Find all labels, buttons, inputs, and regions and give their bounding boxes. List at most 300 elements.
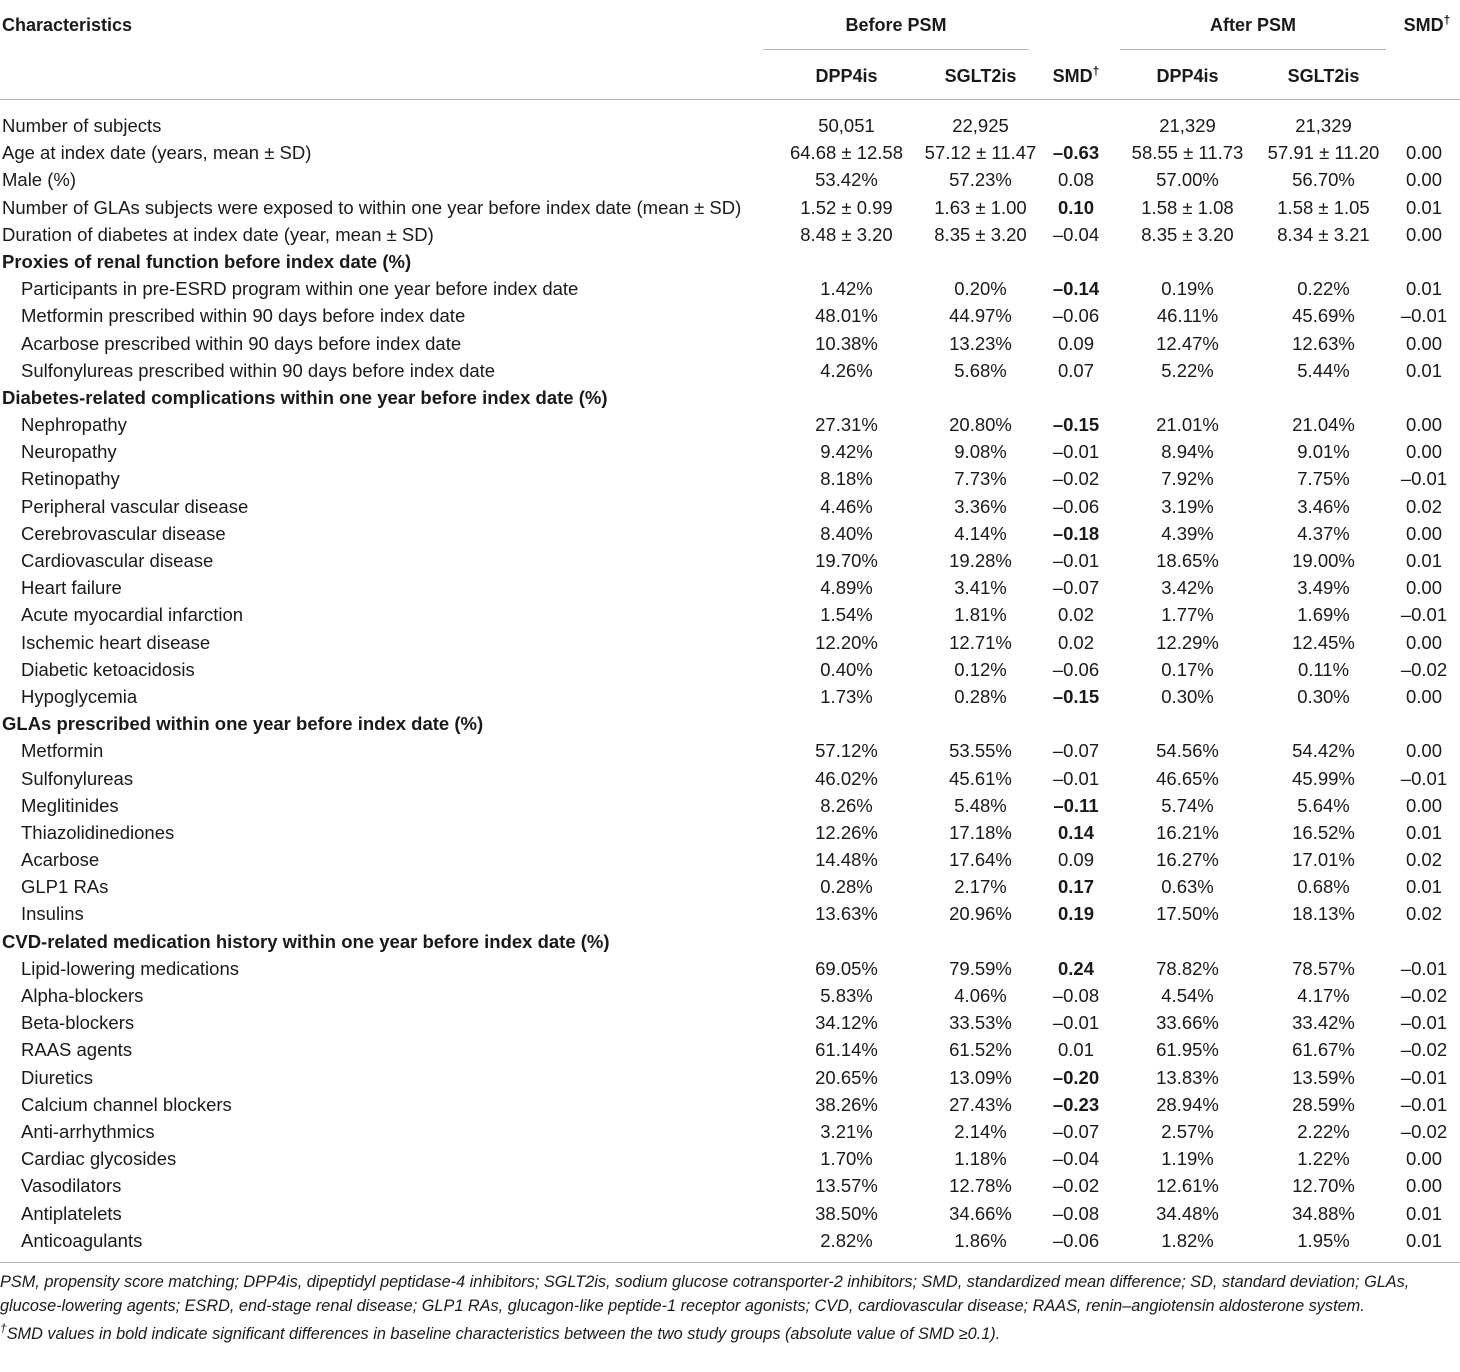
cell-dpp4is-after: 7.92% xyxy=(1161,468,1214,490)
header-smd-after xyxy=(1394,15,1460,36)
cell-sglt2is-after: 0.30% xyxy=(1297,685,1350,707)
dagger-symbol: † xyxy=(0,1321,7,1336)
cell-smd-before: –0.15 xyxy=(1052,414,1100,436)
cell-dpp4is-before: 8.48 ± 3.20 xyxy=(800,223,893,245)
row-label: Retinopathy xyxy=(21,468,120,490)
row-label: Alpha-blockers xyxy=(21,985,144,1006)
table-row xyxy=(0,873,1460,900)
cell-smd-before: 0.01 xyxy=(1057,1039,1094,1061)
cell-dpp4is-after: 78.82% xyxy=(1156,957,1219,979)
table-row xyxy=(0,1172,1460,1199)
cell-smd-before: –0.01 xyxy=(1052,441,1100,463)
row-label: Diuretics xyxy=(21,1066,93,1088)
cell-dpp4is-before: 13.63% xyxy=(815,903,878,925)
cell-dpp4is-after: 0.19% xyxy=(1161,278,1214,300)
cell-dpp4is-after: 46.65% xyxy=(1156,767,1219,789)
cell-dpp4is-after: 0.30% xyxy=(1161,685,1214,707)
cell-sglt2is-before: 1.18% xyxy=(954,1148,1007,1170)
header-after-psm: After PSM xyxy=(1209,15,1296,35)
cell-dpp4is-before: 64.68 ± 12.58 xyxy=(789,142,904,164)
cell-smd-after: 0.00 xyxy=(1405,441,1442,463)
table-row xyxy=(0,846,1460,873)
cell-sglt2is-after: 45.99% xyxy=(1292,767,1355,789)
cell-smd-after: 0.01 xyxy=(1405,359,1442,381)
table-row xyxy=(0,629,1460,656)
cell-dpp4is-before: 1.42% xyxy=(820,278,873,300)
cell-sglt2is-before: 57.12 ± 11.47 xyxy=(924,142,1037,164)
cell-smd-before: –0.20 xyxy=(1052,1066,1100,1088)
row-label: Metformin xyxy=(21,740,104,762)
cell-dpp4is-after: 8.94% xyxy=(1161,441,1214,463)
cell-smd-after: 0.00 xyxy=(1405,1148,1442,1170)
cell-sglt2is-after: 0.68% xyxy=(1297,876,1350,898)
cell-dpp4is-after: 17.50% xyxy=(1156,903,1219,925)
row-label: Acute myocardial infarction xyxy=(21,604,244,626)
cell-sglt2is-before: 13.09% xyxy=(949,1066,1012,1088)
cell-dpp4is-after: 12.61% xyxy=(1156,1175,1219,1197)
cell-dpp4is-before: 8.26% xyxy=(820,794,873,816)
cell-sglt2is-after: 28.59% xyxy=(1292,1093,1355,1115)
cell-dpp4is-before: 46.02% xyxy=(815,767,878,789)
cell-sglt2is-after: 12.70% xyxy=(1292,1175,1355,1197)
cell-sglt2is-after: 2.22% xyxy=(1297,1120,1350,1142)
row-label: GLP1 RAs xyxy=(21,876,109,898)
cell-dpp4is-before: 9.42% xyxy=(820,441,873,463)
cell-sglt2is-before: 4.06% xyxy=(954,985,1007,1006)
dagger-symbol: † xyxy=(1443,13,1451,27)
cell-smd-before: –0.08 xyxy=(1052,1202,1100,1224)
cell-smd-after: 0.00 xyxy=(1405,794,1442,816)
cell-smd-before: 0.02 xyxy=(1057,631,1094,653)
table-row xyxy=(0,574,1460,601)
row-label: Cardiac glycosides xyxy=(21,1148,177,1170)
cell-smd-before: –0.02 xyxy=(1052,1175,1100,1197)
table-row xyxy=(0,1009,1460,1036)
cell-sglt2is-before: 20.80% xyxy=(949,414,1012,436)
row-label: Duration of diabetes at index date (year, mean ± SD) xyxy=(2,223,434,245)
cell-dpp4is-before: 20.65% xyxy=(815,1066,878,1088)
cell-sglt2is-after: 34.88% xyxy=(1292,1202,1355,1224)
before-psm-underline xyxy=(763,49,1029,50)
cell-smd-before: –0.01 xyxy=(1052,767,1100,789)
cell-smd-after: 0.00 xyxy=(1405,577,1442,599)
cell-sglt2is-after: 9.01% xyxy=(1297,441,1350,463)
row-label: Number of subjects xyxy=(2,115,162,136)
cell-sglt2is-after: 54.42% xyxy=(1292,740,1355,762)
cell-sglt2is-before: 0.28% xyxy=(954,685,1007,707)
smd-footnote-text: SMD values in bold indicate significant differences in baseline characteristics between the two study groups (absolute value of SMD ≥0.1). xyxy=(6,1325,1001,1343)
cell-dpp4is-after: 0.17% xyxy=(1161,658,1214,680)
cell-sglt2is-after: 16.52% xyxy=(1292,821,1355,843)
cell-dpp4is-after: 21,329 xyxy=(1159,115,1216,136)
row-label: Peripheral vascular disease xyxy=(21,495,249,517)
cell-dpp4is-after: 1.58 ± 1.08 xyxy=(1141,196,1234,218)
cell-dpp4is-after: 46.11% xyxy=(1156,305,1219,327)
cell-sglt2is-after: 7.75% xyxy=(1297,468,1350,490)
row-label: Number of GLAs subjects were exposed to within one year before index date (mean ± SD) xyxy=(2,196,742,218)
cell-sglt2is-after: 0.22% xyxy=(1297,278,1350,300)
cell-sglt2is-before: 61.52% xyxy=(949,1039,1012,1061)
table-row xyxy=(0,737,1460,764)
cell-dpp4is-after: 34.48% xyxy=(1156,1202,1219,1224)
cell-sglt2is-after: 18.13% xyxy=(1292,903,1355,925)
cell-dpp4is-before: 8.40% xyxy=(820,522,873,544)
cell-dpp4is-before: 5.83% xyxy=(820,985,873,1006)
cell-smd-before: 0.02 xyxy=(1057,604,1094,626)
cell-dpp4is-before: 50,051 xyxy=(818,115,875,136)
cell-sglt2is-after: 8.34 ± 3.21 xyxy=(1277,223,1370,245)
cell-dpp4is-before: 4.26% xyxy=(820,359,873,381)
header-smd-before-text: SMD xyxy=(1052,66,1093,86)
cell-dpp4is-after: 28.94% xyxy=(1156,1093,1219,1115)
table-row xyxy=(0,1227,1460,1254)
table-row xyxy=(0,819,1460,846)
section-title: Diabetes-related complications within one year before index date (%) xyxy=(2,386,608,408)
row-label: Cerebrovascular disease xyxy=(21,522,226,544)
cell-sglt2is-before: 20.96% xyxy=(949,903,1012,925)
cell-sglt2is-before: 2.14% xyxy=(954,1120,1007,1142)
cell-dpp4is-before: 12.20% xyxy=(815,631,878,653)
cell-dpp4is-after: 21.01% xyxy=(1156,414,1219,436)
row-label: Insulins xyxy=(21,903,84,925)
table-row xyxy=(0,547,1460,574)
cell-sglt2is-after: 5.44% xyxy=(1297,359,1350,381)
cell-smd-before: –0.01 xyxy=(1052,550,1100,571)
after-psm-underline xyxy=(1120,49,1386,50)
table-row xyxy=(0,792,1460,819)
cell-dpp4is-before: 27.31% xyxy=(815,414,878,436)
cell-sglt2is-before: 45.61% xyxy=(949,767,1012,789)
cell-dpp4is-before: 34.12% xyxy=(815,1012,878,1034)
table-footnotes xyxy=(0,1270,1458,1346)
row-label: Calcium channel blockers xyxy=(21,1093,232,1115)
header-dpp4is-before: DPP4is xyxy=(815,66,878,86)
table-row xyxy=(0,112,1460,139)
cell-sglt2is-after: 57.91 ± 11.20 xyxy=(1267,142,1380,164)
cell-dpp4is-before: 38.50% xyxy=(815,1202,878,1224)
cell-sglt2is-before: 7.73% xyxy=(954,468,1007,490)
cell-dpp4is-after: 33.66% xyxy=(1156,1012,1219,1034)
cell-dpp4is-after: 2.57% xyxy=(1161,1120,1214,1142)
cell-dpp4is-before: 1.70% xyxy=(820,1148,873,1170)
cell-dpp4is-after: 12.29% xyxy=(1156,631,1219,653)
cell-sglt2is-before: 1.81% xyxy=(954,604,1007,626)
cell-dpp4is-before: 0.28% xyxy=(820,876,873,898)
cell-dpp4is-before: 12.26% xyxy=(815,821,878,843)
table-row xyxy=(0,357,1460,384)
cell-smd-after: 0.01 xyxy=(1405,821,1442,843)
cell-dpp4is-after: 58.55 ± 11.73 xyxy=(1131,142,1244,164)
cell-sglt2is-before: 34.66% xyxy=(949,1202,1012,1224)
cell-dpp4is-before: 53.42% xyxy=(815,169,878,191)
section-title: CVD-related medication history within one year before index date (%) xyxy=(2,930,610,952)
section-header-row xyxy=(0,928,1460,955)
cell-sglt2is-before: 3.41% xyxy=(954,577,1007,599)
table-row xyxy=(0,411,1460,438)
row-label: Hypoglycemia xyxy=(21,685,138,707)
row-label: RAAS agents xyxy=(21,1039,133,1061)
table-row xyxy=(0,1064,1460,1091)
cell-smd-before: 0.24 xyxy=(1057,957,1094,979)
cell-smd-before: –0.06 xyxy=(1052,495,1100,517)
cell-smd-after: –0.02 xyxy=(1400,1120,1448,1142)
cell-sglt2is-before: 19.28% xyxy=(949,550,1012,571)
cell-smd-after: 0.02 xyxy=(1405,903,1442,925)
table-row xyxy=(0,520,1460,547)
cell-smd-after: 0.01 xyxy=(1405,1229,1442,1251)
cell-sglt2is-before: 12.71% xyxy=(949,631,1012,653)
header-smd-after-text: SMD xyxy=(1403,15,1444,35)
table-row xyxy=(0,1091,1460,1118)
cell-dpp4is-after: 8.35 ± 3.20 xyxy=(1141,223,1234,245)
table-row xyxy=(0,1118,1460,1145)
cell-smd-after: –0.01 xyxy=(1400,957,1448,979)
cell-smd-before: –0.04 xyxy=(1052,223,1100,245)
section-header-row xyxy=(0,384,1460,411)
cell-smd-before: –0.06 xyxy=(1052,658,1100,680)
cell-sglt2is-before: 13.23% xyxy=(949,332,1012,354)
table-row xyxy=(0,900,1460,927)
row-label: Thiazolidinediones xyxy=(21,821,175,843)
cell-sglt2is-after: 19.00% xyxy=(1292,550,1355,571)
cell-sglt2is-before: 53.55% xyxy=(949,740,1012,762)
cell-sglt2is-before: 22,925 xyxy=(952,115,1009,136)
cell-smd-after: 0.00 xyxy=(1405,169,1442,191)
cell-smd-before: –0.06 xyxy=(1052,1229,1100,1251)
cell-sglt2is-after: 61.67% xyxy=(1292,1039,1355,1061)
cell-dpp4is-after: 61.95% xyxy=(1156,1039,1219,1061)
cell-dpp4is-before: 4.89% xyxy=(820,577,873,599)
cell-dpp4is-before: 4.46% xyxy=(820,495,873,517)
table-row xyxy=(0,302,1460,329)
cell-dpp4is-after: 5.22% xyxy=(1161,359,1214,381)
cell-smd-after: –0.01 xyxy=(1400,1066,1448,1088)
cell-smd-before: –0.06 xyxy=(1052,305,1100,327)
cell-smd-before: –0.15 xyxy=(1052,685,1100,707)
cell-dpp4is-after: 13.83% xyxy=(1156,1066,1219,1088)
cell-sglt2is-before: 0.12% xyxy=(954,658,1007,680)
table-body xyxy=(0,112,1460,1254)
cell-smd-after: 0.01 xyxy=(1405,550,1442,571)
row-label: Sulfonylureas xyxy=(21,767,134,789)
cell-smd-before: –0.08 xyxy=(1052,985,1100,1006)
cell-sglt2is-after: 0.11% xyxy=(1297,658,1350,680)
header-characteristics: Characteristics xyxy=(2,15,133,35)
cell-smd-after: 0.00 xyxy=(1405,223,1442,245)
cell-sglt2is-after: 13.59% xyxy=(1292,1066,1355,1088)
cell-dpp4is-before: 69.05% xyxy=(815,957,878,979)
table-row xyxy=(0,656,1460,683)
cell-sglt2is-after: 78.57% xyxy=(1292,957,1355,979)
cell-smd-after: –0.01 xyxy=(1400,767,1448,789)
cell-smd-after: 0.02 xyxy=(1405,849,1442,871)
cell-sglt2is-before: 44.97% xyxy=(949,305,1012,327)
table-row xyxy=(0,982,1460,1009)
cell-smd-before: 0.14 xyxy=(1057,821,1094,843)
cell-dpp4is-before: 57.12% xyxy=(815,740,878,762)
cell-dpp4is-before: 19.70% xyxy=(815,550,878,571)
cell-smd-before: –0.07 xyxy=(1052,577,1100,599)
cell-dpp4is-before: 1.52 ± 0.99 xyxy=(800,196,893,218)
row-label: Vasodilators xyxy=(21,1175,122,1197)
cell-dpp4is-after: 54.56% xyxy=(1156,740,1219,762)
table-row xyxy=(0,330,1460,357)
table-row xyxy=(0,1145,1460,1172)
cell-sglt2is-after: 3.49% xyxy=(1297,577,1350,599)
cell-sglt2is-before: 3.36% xyxy=(954,495,1007,517)
cell-sglt2is-after: 33.42% xyxy=(1292,1012,1355,1034)
cell-smd-before: –0.07 xyxy=(1052,740,1100,762)
cell-sglt2is-before: 8.35 ± 3.20 xyxy=(934,223,1027,245)
cell-smd-after: 0.01 xyxy=(1405,1202,1442,1224)
cell-smd-after: –0.01 xyxy=(1400,468,1448,490)
table-row xyxy=(0,683,1460,710)
row-label: Sulfonylureas prescribed within 90 days before index date xyxy=(21,359,496,381)
header-sglt2is-before: SGLT2is xyxy=(944,66,1017,86)
row-label: Ischemic heart disease xyxy=(21,631,211,653)
cell-dpp4is-after: 12.47% xyxy=(1156,332,1219,354)
cell-sglt2is-after: 56.70% xyxy=(1292,169,1355,191)
cell-dpp4is-before: 38.26% xyxy=(815,1093,878,1115)
table-row xyxy=(0,1036,1460,1063)
cell-smd-before: 0.10 xyxy=(1057,196,1094,218)
section-title: Proxies of renal function before index date (%) xyxy=(2,250,412,272)
section-header-row xyxy=(0,710,1460,737)
header-smd-before xyxy=(1040,66,1112,87)
cell-dpp4is-after: 57.00% xyxy=(1156,169,1219,191)
cell-sglt2is-before: 12.78% xyxy=(949,1175,1012,1197)
cell-dpp4is-before: 1.54% xyxy=(820,604,873,626)
row-label: Heart failure xyxy=(21,577,122,599)
cell-sglt2is-after: 1.58 ± 1.05 xyxy=(1277,196,1370,218)
cell-sglt2is-before: 27.43% xyxy=(949,1093,1012,1115)
cell-smd-after: 0.00 xyxy=(1405,522,1442,544)
cell-sglt2is-before: 4.14% xyxy=(954,522,1007,544)
row-label: Meglitinides xyxy=(21,794,119,816)
row-label: Antiplatelets xyxy=(21,1202,122,1224)
cell-sglt2is-after: 1.95% xyxy=(1297,1229,1350,1251)
cell-sglt2is-before: 0.20% xyxy=(954,278,1007,300)
cell-dpp4is-after: 4.54% xyxy=(1161,985,1214,1006)
row-label: Cardiovascular disease xyxy=(21,550,214,571)
row-label: Anticoagulants xyxy=(21,1229,143,1251)
header-before-psm: Before PSM xyxy=(845,15,947,35)
table-row xyxy=(0,166,1460,193)
table-row xyxy=(0,601,1460,628)
cell-sglt2is-after: 5.64% xyxy=(1297,794,1350,816)
table-row xyxy=(0,955,1460,982)
cell-dpp4is-before: 10.38% xyxy=(815,332,878,354)
cell-sglt2is-after: 17.01% xyxy=(1292,849,1355,871)
table-row xyxy=(0,438,1460,465)
cell-smd-before: –0.07 xyxy=(1052,1120,1100,1142)
cell-smd-before: –0.01 xyxy=(1052,1012,1100,1034)
cell-smd-before: –0.04 xyxy=(1052,1148,1100,1170)
cell-sglt2is-before: 5.68% xyxy=(954,359,1007,381)
row-label: Acarbose prescribed within 90 days before index date xyxy=(21,332,462,354)
cell-sglt2is-before: 17.64% xyxy=(949,849,1012,871)
cell-dpp4is-after: 18.65% xyxy=(1156,550,1219,571)
cell-dpp4is-after: 0.63% xyxy=(1161,876,1214,898)
cell-smd-after: 0.00 xyxy=(1405,332,1442,354)
cell-dpp4is-before: 1.73% xyxy=(820,685,873,707)
cell-smd-after: 0.00 xyxy=(1405,740,1442,762)
cell-smd-after: 0.01 xyxy=(1405,278,1442,300)
cell-smd-before: 0.09 xyxy=(1057,332,1094,354)
cell-smd-after: 0.00 xyxy=(1405,631,1442,653)
cell-smd-after: –0.01 xyxy=(1400,305,1448,327)
cell-dpp4is-before: 8.18% xyxy=(820,468,873,490)
cell-smd-before: 0.19 xyxy=(1057,903,1094,925)
cell-smd-before: 0.07 xyxy=(1057,359,1094,381)
header-sglt2is-after: SGLT2is xyxy=(1287,66,1360,86)
cell-smd-after: 0.01 xyxy=(1405,876,1442,898)
cell-sglt2is-after: 45.69% xyxy=(1292,305,1355,327)
row-label: Nephropathy xyxy=(21,414,127,436)
row-label: Male (%) xyxy=(2,169,77,191)
row-label: Neuropathy xyxy=(21,441,117,463)
cell-dpp4is-before: 3.21% xyxy=(820,1120,873,1142)
cell-dpp4is-before: 48.01% xyxy=(815,305,878,327)
cell-dpp4is-after: 3.42% xyxy=(1161,577,1214,599)
cell-smd-before: –0.63 xyxy=(1052,142,1100,164)
table-row xyxy=(0,221,1460,248)
cell-smd-after: –0.01 xyxy=(1400,604,1448,626)
cell-sglt2is-before: 9.08% xyxy=(954,441,1007,463)
row-label: Acarbose xyxy=(21,849,100,871)
table-row xyxy=(0,275,1460,302)
cell-dpp4is-before: 0.40% xyxy=(820,658,873,680)
cell-sglt2is-after: 3.46% xyxy=(1297,495,1350,517)
smd-footnote xyxy=(0,1322,1458,1346)
cell-sglt2is-before: 5.48% xyxy=(954,794,1007,816)
cell-sglt2is-after: 21.04% xyxy=(1292,414,1355,436)
cell-sglt2is-before: 57.23% xyxy=(949,169,1012,191)
cell-sglt2is-before: 79.59% xyxy=(949,957,1012,979)
cell-smd-after: –0.01 xyxy=(1400,1093,1448,1115)
cell-smd-after: –0.02 xyxy=(1400,658,1448,680)
cell-smd-after: –0.02 xyxy=(1400,1039,1448,1061)
table-row xyxy=(0,765,1460,792)
row-label: Lipid-lowering medications xyxy=(21,957,239,979)
cell-dpp4is-before: 2.82% xyxy=(820,1229,873,1251)
cell-smd-after: 0.01 xyxy=(1405,196,1442,218)
cell-smd-after: –0.02 xyxy=(1400,985,1448,1006)
table-row xyxy=(0,465,1460,492)
cell-sglt2is-before: 1.63 ± 1.00 xyxy=(934,196,1027,218)
cell-dpp4is-after: 1.19% xyxy=(1161,1148,1214,1170)
cell-smd-after: 0.00 xyxy=(1405,414,1442,436)
cell-sglt2is-after: 1.69% xyxy=(1297,604,1350,626)
cell-dpp4is-after: 16.27% xyxy=(1156,849,1219,871)
table-row xyxy=(0,1200,1460,1227)
cell-smd-before: –0.11 xyxy=(1053,794,1099,816)
cell-dpp4is-before: 61.14% xyxy=(815,1039,878,1061)
cell-sglt2is-after: 12.45% xyxy=(1292,631,1355,653)
cell-sglt2is-before: 1.86% xyxy=(954,1229,1007,1251)
cell-dpp4is-after: 1.77% xyxy=(1161,604,1214,626)
row-label: Anti-arrhythmics xyxy=(21,1120,155,1142)
cell-sglt2is-after: 1.22% xyxy=(1297,1148,1350,1170)
cell-smd-before: 0.17 xyxy=(1057,876,1094,898)
table-row xyxy=(0,493,1460,520)
header-dpp4is-after: DPP4is xyxy=(1156,66,1219,86)
cell-smd-before: –0.23 xyxy=(1052,1093,1100,1115)
cell-smd-before: –0.14 xyxy=(1052,278,1100,300)
cell-smd-after: 0.00 xyxy=(1405,685,1442,707)
table-bottom-rule xyxy=(0,1262,1460,1263)
cell-dpp4is-after: 16.21% xyxy=(1156,821,1219,843)
